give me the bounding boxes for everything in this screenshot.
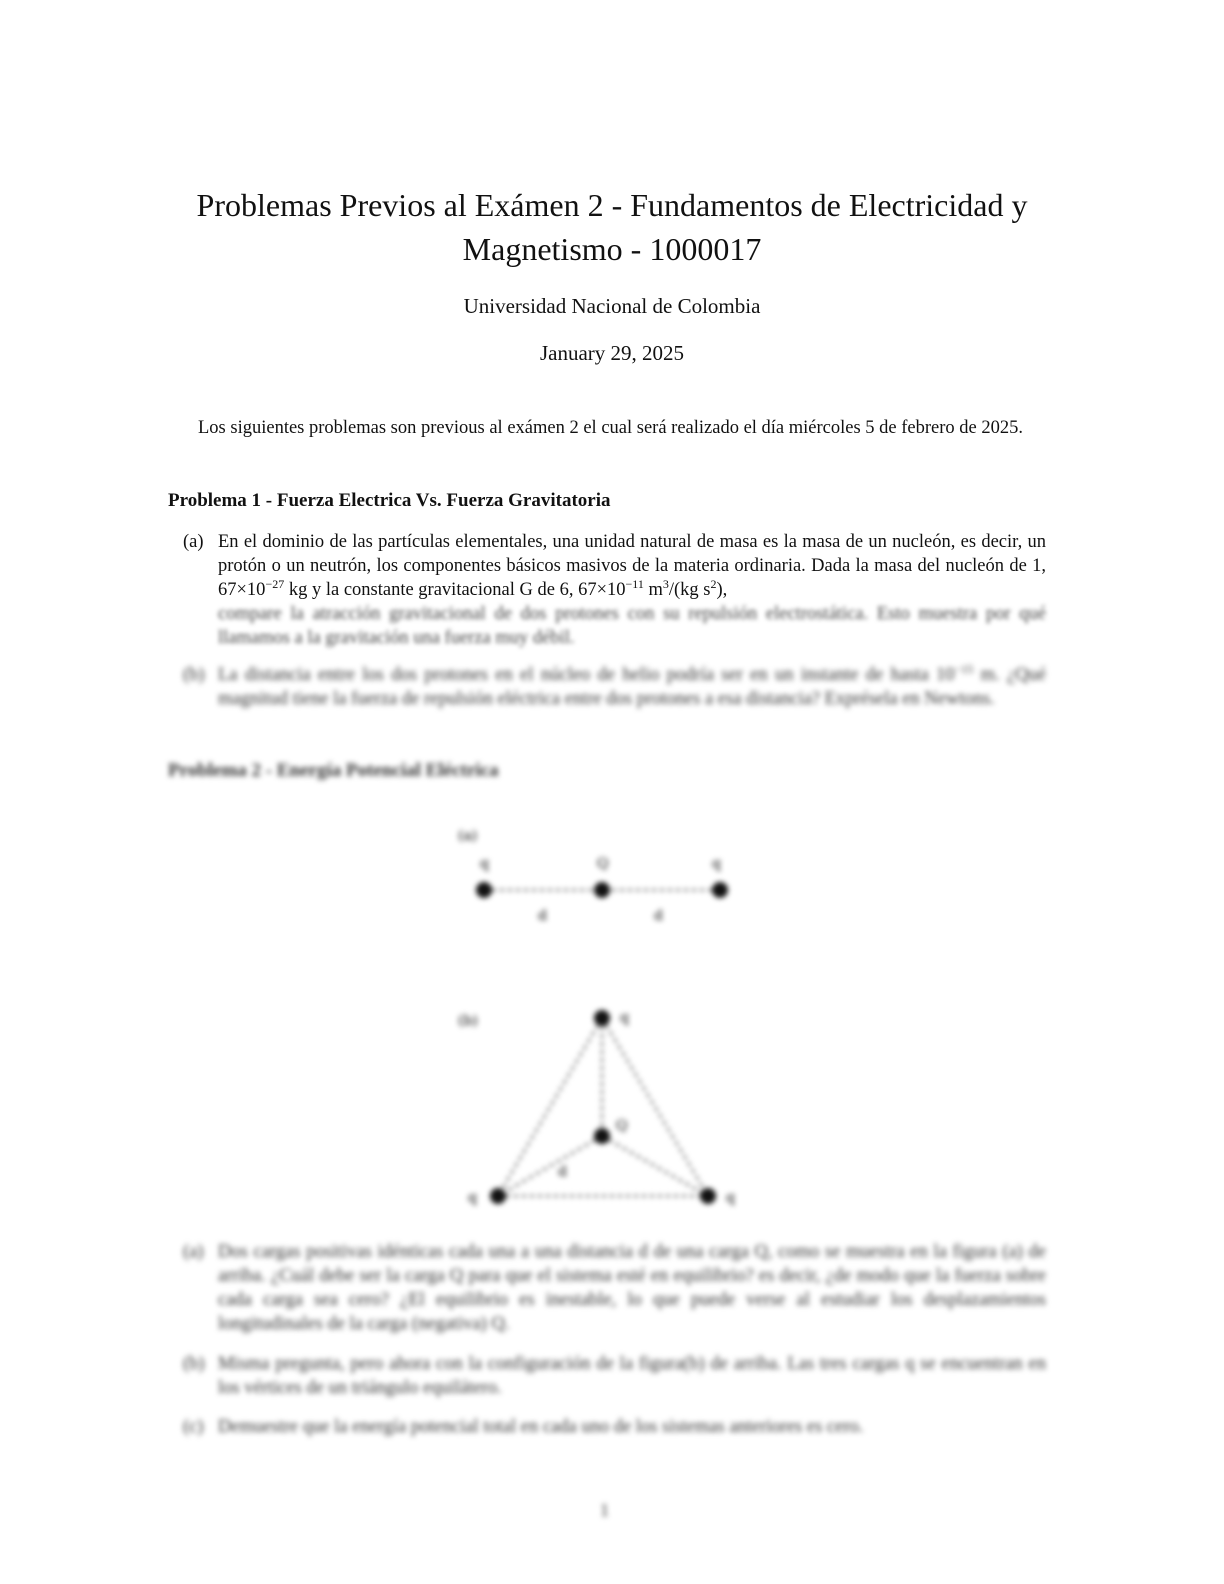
document-date: January 29, 2025 (539, 341, 685, 365)
fig-b-dot-center (594, 1128, 610, 1144)
fig-a-charge-1: q (480, 856, 489, 872)
fig-b-right-label: q (726, 1190, 735, 1206)
problem-2-part-b: (b) Misma pregunta, pero ahora con la configuración de la figura(b) de arriba. Las tres cargas q se encuentran en los vértices de un triángulo equilátero. (183, 1354, 1046, 1398)
fig-b-dot-right (700, 1188, 716, 1204)
fig-b-label: (b) (458, 1013, 478, 1029)
problem-2-part-c: (c) Demuestre que la energía potencial total en cada uno de los sistemas anteriores es cero. (183, 1417, 864, 1437)
fig-b-center-label: Q (616, 1118, 628, 1134)
fig-b-dist-label: d (558, 1164, 567, 1180)
problem-2-part-a: (a) Dos cargas positivas idénticas cada una a una distancia d de una carga Q, como se muestra en la figura (a) de arriba. ¿Cuál debe ser la carga Q para que el sistema esté en equilibrio? es decir, ¿de modo que la fuerza sobre cada carga sea cero? ¿El equilibrio es inestable, lo que puede verse al estudiar los desplazamientos longitudinales de la carga (negativa) Q. (183, 1242, 1046, 1334)
fig-a-dot-3 (712, 882, 728, 898)
problem-1-part-b: (b) La distancia entre los dos protones en el núcleo de helio podría ser en un instante de hasta $10^{-15}$ m. ¿Qué magnitud tiene la fuerza de repulsión eléctrica entre dos protones a esa distancia? Exprésela en Newtons. (183, 661, 1046, 709)
problem-2-title: Problema 2 - Energía Potencial Eléctrica (168, 760, 499, 781)
problem-1-title: Problema 1 - Fuerza Electrica Vs. Fuerza Gravitatoria (168, 490, 611, 511)
fig-b-dot-top (594, 1010, 610, 1026)
page-number: 1 (600, 1500, 609, 1520)
part-a-text: En el dominio de las partículas elementales, una unidad natural de masa es la masa de un nucleón, es decir, un protón o un neutrón, los componentes básicos masivos de la materia ordinaria. Dada la masa del nucleón de 1, $67\times 10^{-27}$ kg y la constante gravitacional G de 6, $67\times 10^{-11}$ $m^3/(kg$ $s^2$), compare la atracción gravitacional de dos protones con su repulsión electrostática. Esto muestra por qué llamamos a la gravitación una fuerza muy débil. (218, 532, 1046, 648)
fig-b-dot-left (490, 1188, 506, 1204)
affiliation: Universidad Nacional de Colombia (463, 294, 761, 318)
fig-a-dot-2 (594, 882, 610, 898)
fig-a-dot-1 (476, 882, 492, 898)
intro-paragraph: Los siguientes problemas son previous al exámen 2 el cual será realizado el día miércoles 5 de febrero de 2025. (198, 418, 1024, 438)
fig-b-top-label: q (620, 1010, 629, 1026)
part-a-text-blurred: compare la atracción gravitacional de dos protones con su repulsión electrostática. Esto muestra por qué llamamos a la gravitación una fuerza muy débil. (218, 604, 1046, 648)
part-a-label: (a) (183, 532, 204, 552)
charges-figure (440, 820, 760, 1220)
fig-a-label: (a) (458, 828, 478, 844)
fig-a-dist-1: d (538, 908, 547, 924)
fig-a-charge-2: Q (597, 856, 609, 872)
fig-a-charge-3: q (712, 856, 721, 872)
problem-1-part-a (183, 530, 1046, 650)
fig-b-left-label: q (468, 1190, 477, 1206)
fig-a-dist-2: d (654, 908, 663, 924)
document-title: Problemas Previos al Exámen 2 - Fundamentos de Electricidad y Magnetismo - 1000017 (196, 187, 1028, 267)
